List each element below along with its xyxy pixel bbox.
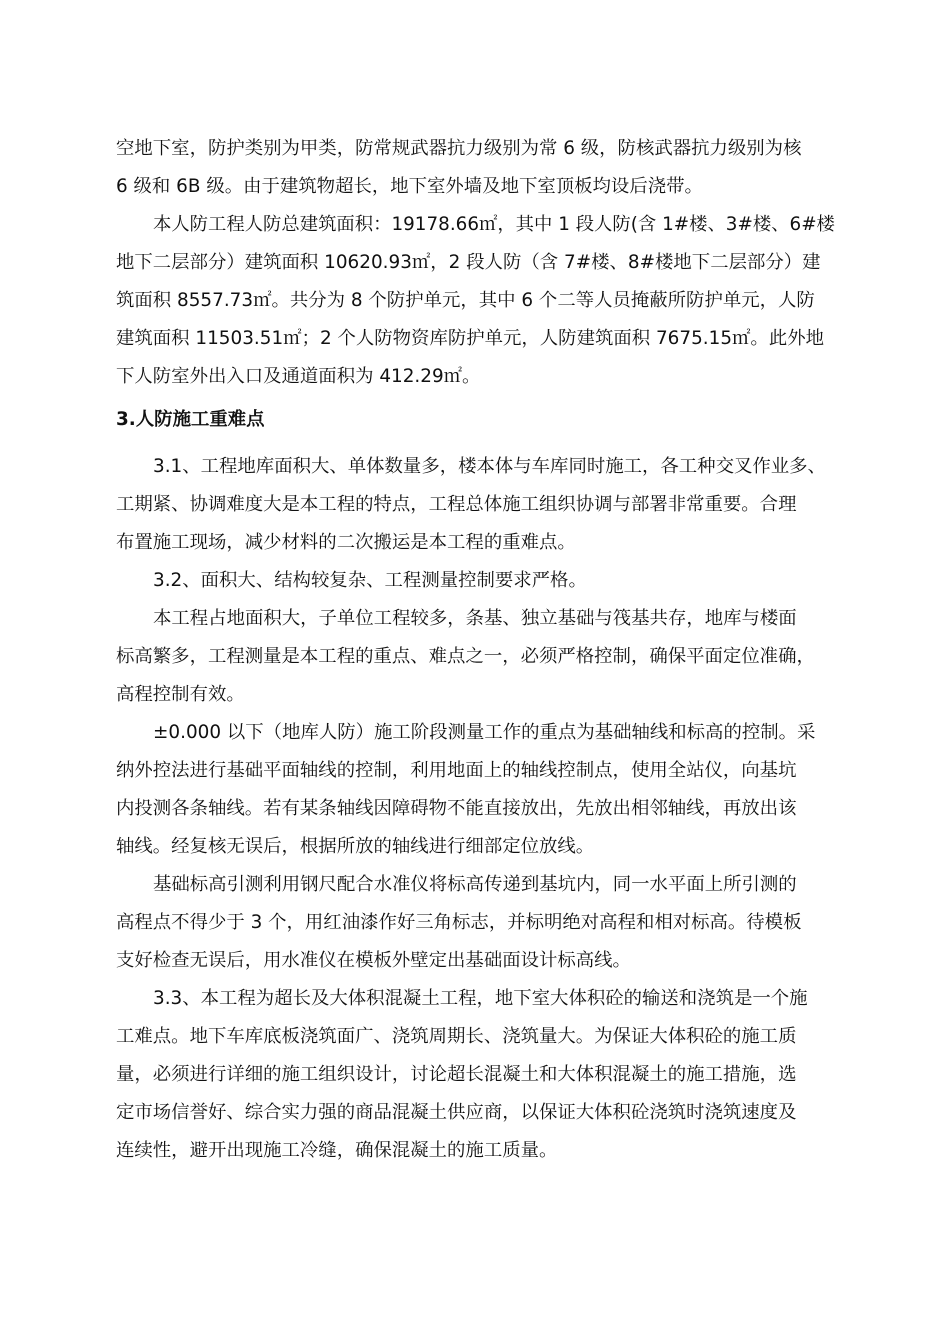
body-text-line: 6 级和 6B 级。由于建筑物超长，地下室外墙及地下室顶板均设后浇带。 <box>116 176 703 197</box>
body-text-line: 本工程占地面积大，子单位工程较多，条基、独立基础与筏基共存，地库与楼面 <box>153 608 797 629</box>
body-text-line: 高程点不得少于 3 个，用红油漆作好三角标志，并标明绝对高程和相对标高。待模板 <box>116 912 802 933</box>
body-text-line: 工期紧、协调难度大是本工程的特点，工程总体施工组织协调与部署非常重要。合理 <box>116 494 797 515</box>
body-text-line: 筑面积 8557.73㎡。共分为 8 个防护单元，其中 6 个二等人员掩蔽所防护单元，人防 <box>116 290 815 311</box>
body-text-line: 工难点。地下车库底板浇筑面广、浇筑周期长、浇筑量大。为保证大体积砼的施工质 <box>116 1026 797 1047</box>
body-text-line: 建筑面积 11503.51㎡；2 个人防物资库防护单元，人防建筑面积 7675.15㎡。此外地 <box>116 328 824 349</box>
body-text-line: 基础标高引测利用钢尺配合水准仪将标高传递到基坑内，同一水平面上所引测的 <box>153 874 797 895</box>
body-text-line: 3.3、本工程为超长及大体积混凝土工程，地下室大体积砼的输送和浇筑是一个施 <box>153 988 808 1009</box>
body-text-line: 内投测各条轴线。若有某条轴线因障碍物不能直接放出，先放出相邻轴线，再放出该 <box>116 798 797 819</box>
body-text-line: 空地下室，防护类别为甲类，防常规武器抗力级别为常 6 级，防核武器抗力级别为核 <box>116 138 802 159</box>
body-text-line: 3.2、面积大、结构较复杂、工程测量控制要求严格。 <box>153 570 587 591</box>
body-text-line: 3.1、工程地库面积大、单体数量多，楼本体与车库同时施工，各工种交叉作业多、 <box>153 456 826 477</box>
body-text-line: 轴线。经复核无误后，根据所放的轴线进行细部定位放线。 <box>116 836 595 857</box>
body-text-line: 本人防工程人防总建筑面积：19178.66㎡，其中 1 段人防(含 1#楼、3#楼、6#楼 <box>153 214 835 235</box>
body-text-line: 布置施工现场，减少材料的二次搬运是本工程的重难点。 <box>116 532 576 553</box>
body-text-line: 定市场信誉好、综合实力强的商品混凝土供应商，以保证大体积砼浇筑时浇筑速度及 <box>116 1102 797 1123</box>
body-text-line: ±0.000 以下（地库人防）施工阶段测量工作的重点为基础轴线和标高的控制。采 <box>153 722 816 743</box>
section-heading: 3.人防施工重难点 <box>116 409 265 430</box>
body-text-line: 支好检查无误后，用水准仪在模板外壁定出基础面设计标高线。 <box>116 950 631 971</box>
body-text-line: 下人防室外出入口及通道面积为 412.29㎡。 <box>116 366 481 387</box>
body-text-line: 连续性，避开出现施工冷缝，确保混凝土的施工质量。 <box>116 1140 558 1161</box>
body-text-line: 纳外控法进行基础平面轴线的控制，利用地面上的轴线控制点，使用全站仪，向基坑 <box>116 760 797 781</box>
body-text-line: 量，必须进行详细的施工组织设计，讨论超长混凝土和大体积混凝土的施工措施，选 <box>116 1064 797 1085</box>
body-text-line: 标高繁多，工程测量是本工程的重点、难点之一，必须严格控制，确保平面定位准确， <box>116 646 815 667</box>
body-text-line: 地下二层部分）建筑面积 10620.93㎡，2 段人防（含 7#楼、8#楼地下二层部分）建 <box>116 252 821 273</box>
body-text-line: 高程控制有效。 <box>116 684 245 705</box>
